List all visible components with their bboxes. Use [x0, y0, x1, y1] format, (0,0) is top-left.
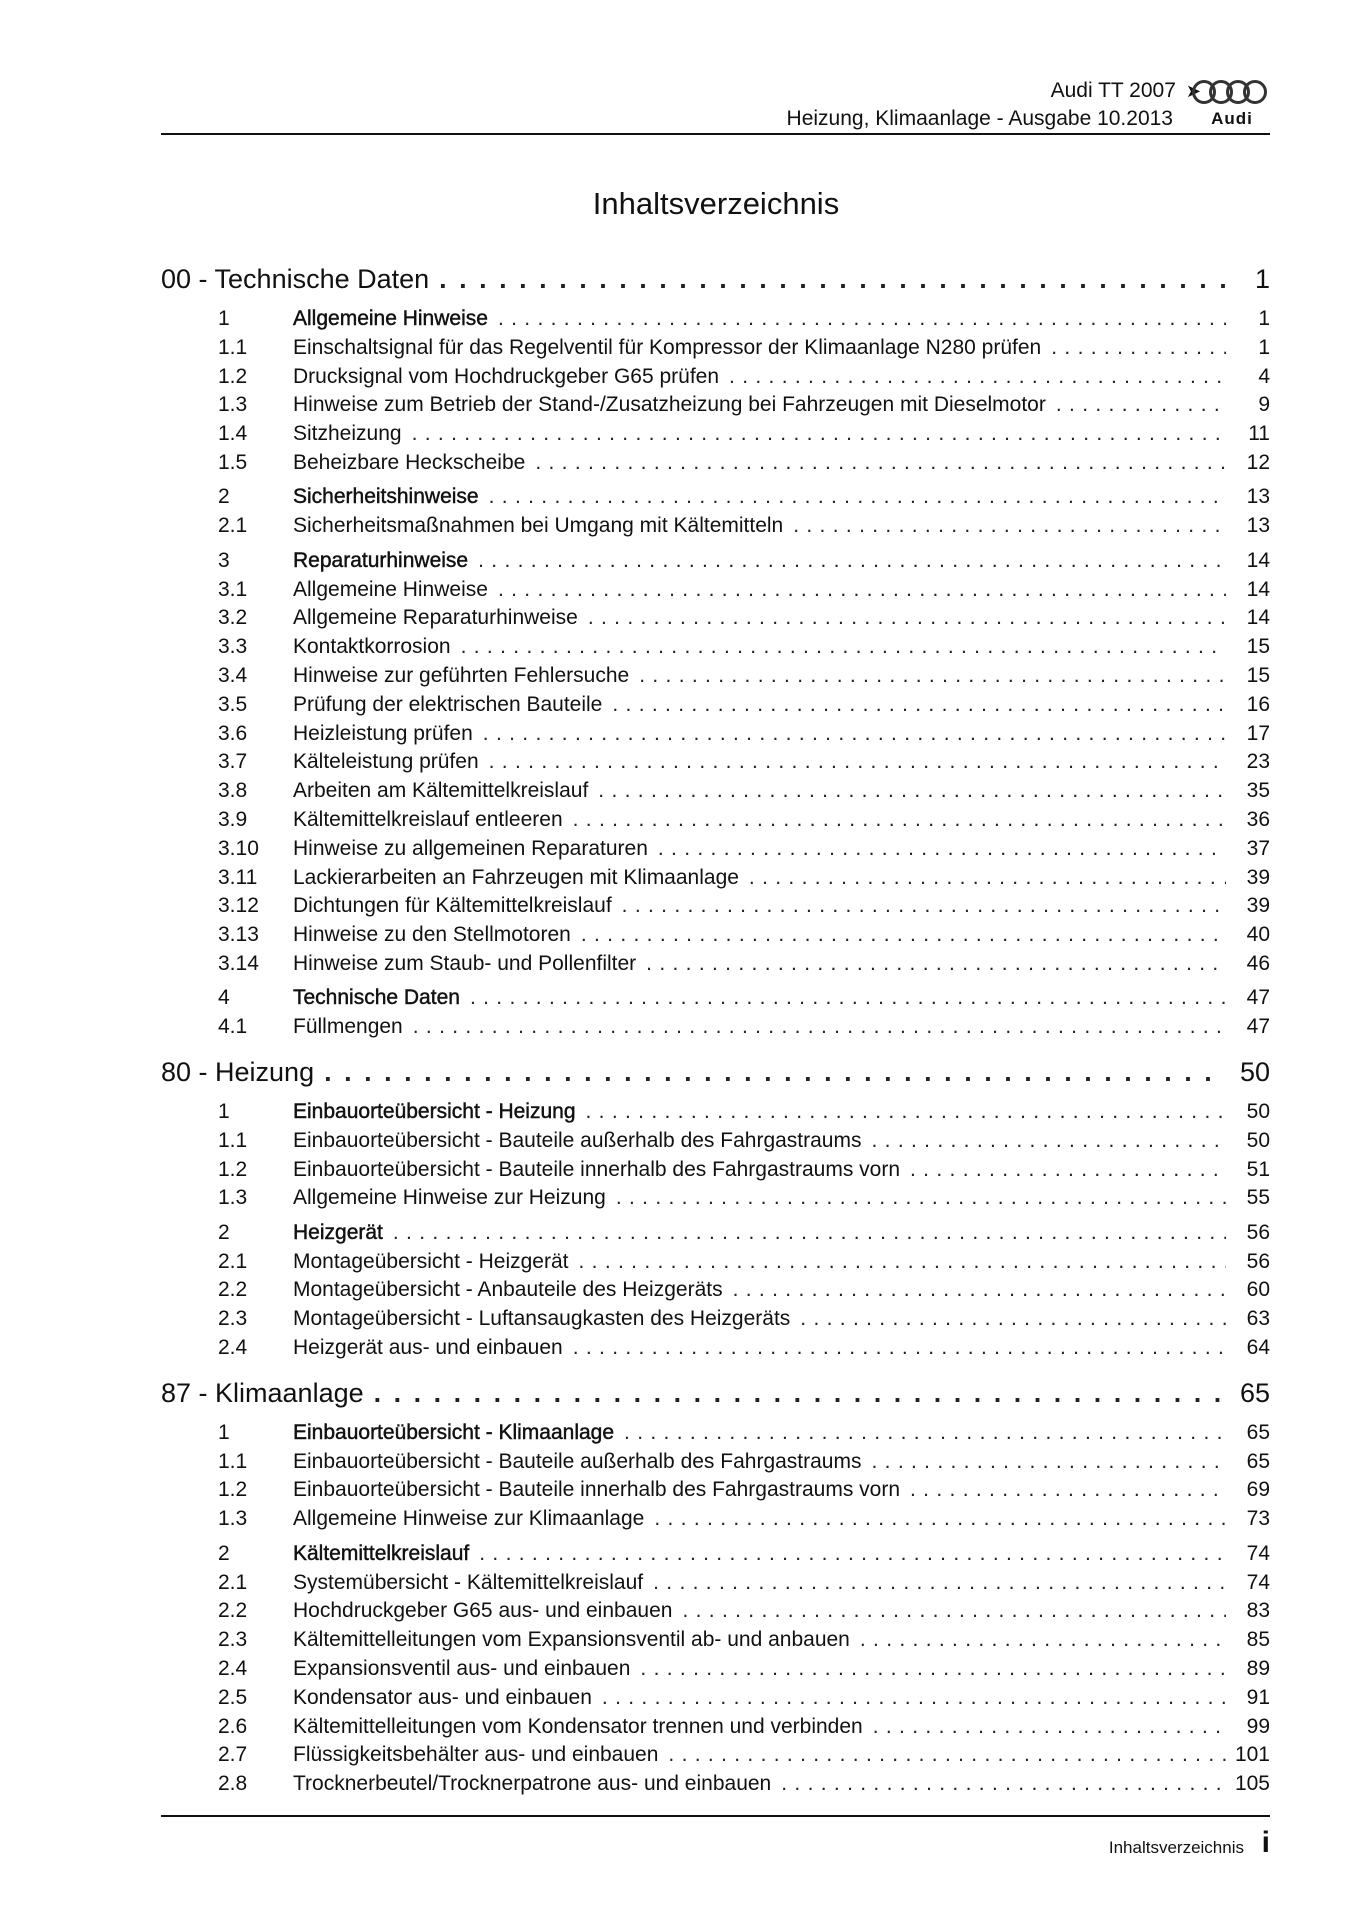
entry-number: 4.1 [218, 1015, 248, 1039]
dot-leader [479, 1542, 1226, 1566]
toc-entry[interactable] [161, 1129, 1270, 1158]
toc-entry[interactable] [161, 514, 1270, 543]
dot-leader [639, 664, 1226, 688]
dot-leader [602, 1686, 1226, 1710]
entry-page: 14 [1246, 606, 1270, 630]
toc-entry[interactable] [161, 1158, 1270, 1187]
toc-section[interactable] [161, 485, 1270, 514]
entry-page: 91 [1246, 1685, 1270, 1709]
toc-entry[interactable] [161, 336, 1270, 365]
entry-title: Heizgerät aus- und einbauen [293, 1336, 563, 1360]
dot-leader [873, 1715, 1226, 1739]
entry-number: 3.9 [218, 807, 248, 831]
entry-title: Allgemeine Hinweise zur Klimaanlage [293, 1507, 645, 1531]
entry-number: 3.1 [218, 577, 248, 601]
toc-entry[interactable] [161, 1478, 1270, 1507]
toc-entry[interactable] [161, 1186, 1270, 1215]
toc-chapter[interactable] [161, 1378, 1270, 1414]
dot-leader [910, 1158, 1226, 1182]
dot-leader [498, 578, 1226, 602]
toc-entry[interactable] [161, 722, 1270, 751]
dot-leader [749, 866, 1226, 890]
toc-entry[interactable] [161, 1336, 1270, 1365]
toc-section[interactable] [161, 986, 1270, 1015]
dot-leader [412, 422, 1226, 446]
entry-page: 65 [1246, 1449, 1270, 1473]
entry-number: 3.7 [218, 750, 248, 774]
page-title: Inhaltsverzeichnis [592, 186, 840, 221]
dot-leader [470, 986, 1226, 1010]
dot-leader [374, 1378, 1226, 1409]
dot-leader [413, 1015, 1226, 1039]
toc-section[interactable] [161, 1221, 1270, 1250]
toc-chapter[interactable] [161, 264, 1270, 300]
toc-section[interactable] [161, 1421, 1270, 1450]
entry-page: 14 [1246, 577, 1270, 601]
entry-number: 2 [218, 485, 230, 509]
entry-title: Allgemeine Reparaturhinweise [293, 606, 578, 630]
entry-page: 101 [1234, 1743, 1270, 1767]
toc-entry[interactable] [161, 808, 1270, 837]
entry-title: Einbauorteübersicht - Bauteile außerhalb des Fahrgastraums [293, 1128, 862, 1152]
entry-number: 3.8 [218, 779, 248, 803]
dot-leader [535, 451, 1226, 475]
entry-number: 3.5 [218, 692, 248, 716]
entry-number: 3.14 [218, 951, 259, 975]
chapter-page: 1 [1254, 264, 1270, 294]
entry-page: 56 [1246, 1249, 1270, 1273]
entry-title: Arbeiten am Kältemittelkreislauf [293, 779, 589, 803]
entry-page: 40 [1246, 923, 1270, 947]
arrow-right-icon: ➤ [1185, 81, 1201, 101]
entry-page: 12 [1246, 450, 1270, 474]
entry-number: 3.11 [218, 865, 258, 889]
dot-leader [483, 722, 1226, 746]
dot-leader [800, 1307, 1226, 1331]
entry-page: 50 [1246, 1128, 1270, 1152]
dot-leader [624, 1421, 1226, 1445]
entry-number: 2.3 [218, 1307, 248, 1331]
entry-number: 3.3 [218, 635, 248, 659]
toc-entry[interactable] [161, 1772, 1270, 1801]
entry-title: Kondensator aus- und einbauen [293, 1685, 592, 1709]
entry-number: 1.3 [218, 1186, 248, 1210]
toc-entry[interactable] [161, 1599, 1270, 1628]
toc-entry[interactable] [161, 635, 1270, 664]
toc-entry[interactable] [161, 1507, 1270, 1536]
header-subtitle: Heizung, Klimaanlage - Ausgabe 10.2013 [786, 107, 1173, 130]
entry-title: Expansionsventil aus- und einbauen [293, 1656, 631, 1680]
dot-leader [654, 1507, 1226, 1531]
entry-title: Hinweise zu den Stellmotoren [293, 923, 571, 947]
entry-number: 1.3 [218, 393, 248, 417]
entry-title: Kältemittelleitungen vom Expansionsventil ab- und anbauen [293, 1628, 850, 1652]
entry-page: 55 [1246, 1186, 1270, 1210]
dot-leader [668, 1743, 1226, 1767]
page-number: i [1261, 1826, 1270, 1859]
entry-page: 35 [1246, 779, 1270, 803]
entry-title: Montageübersicht - Heizgerät [293, 1249, 569, 1273]
toc-entry[interactable] [161, 779, 1270, 808]
header-model [1051, 78, 1201, 104]
entry-number: 3 [218, 548, 230, 572]
entry-number: 2.1 [218, 1570, 248, 1594]
dot-leader [393, 1221, 1226, 1245]
entry-number: 2.1 [218, 1249, 248, 1273]
dot-leader [871, 1129, 1226, 1153]
audi-rings-icon [1192, 80, 1272, 108]
header-divider [161, 133, 1270, 135]
toc-entry[interactable] [161, 578, 1270, 607]
entry-number: 1 [218, 307, 230, 330]
toc-entry[interactable] [161, 693, 1270, 722]
toc-entry[interactable] [161, 750, 1270, 779]
entry-number: 3.13 [218, 923, 259, 947]
entry-number: 1.1 [218, 1128, 248, 1152]
entry-page: 4 [1258, 364, 1270, 388]
entry-title: Hinweise zur geführten Fehlersuche [293, 663, 630, 687]
dot-leader [498, 307, 1226, 331]
entry-number: 2.4 [218, 1656, 248, 1680]
chapter-title: 80 - Heizung [161, 1056, 315, 1087]
entry-number: 3.12 [218, 894, 259, 918]
entry-title: Sitzheizung [293, 422, 402, 446]
dot-leader [598, 779, 1226, 803]
entry-page: 64 [1246, 1336, 1270, 1360]
toc-entry[interactable] [161, 1015, 1270, 1044]
entry-page: 39 [1246, 865, 1270, 889]
entry-page: 15 [1246, 663, 1270, 687]
dot-leader [573, 808, 1226, 832]
toc-entry[interactable] [161, 1307, 1270, 1336]
entry-title: Kältemittelkreislauf [293, 1541, 470, 1565]
toc-entry[interactable] [161, 1450, 1270, 1479]
chapter-title: 87 - Klimaanlage [161, 1377, 364, 1408]
entry-page: 14 [1246, 548, 1270, 572]
dot-leader [478, 549, 1226, 573]
entry-title: Sicherheitshinweise [293, 485, 479, 509]
entry-page: 23 [1246, 750, 1270, 774]
dot-leader [910, 1478, 1226, 1502]
dot-leader [578, 1250, 1226, 1274]
entry-page: 47 [1246, 986, 1270, 1010]
entry-number: 3.2 [218, 606, 248, 630]
entry-title: Hinweise zum Betrieb der Stand-/Zusatzheizung bei Fahrzeugen mit Dieselmotor [293, 393, 1046, 417]
table-of-contents [161, 264, 1270, 1801]
entry-title: Kontaktkorrosion [293, 635, 451, 659]
toc-entry[interactable] [161, 837, 1270, 866]
dot-leader [682, 1599, 1226, 1623]
entry-number: 1.1 [218, 335, 248, 359]
toc-entry[interactable] [161, 1686, 1270, 1715]
entry-title: Sicherheitsmaßnahmen bei Umgang mit Kältemitteln [293, 514, 784, 538]
toc-entry[interactable] [161, 451, 1270, 480]
toc-entry[interactable] [161, 952, 1270, 981]
entry-page: 60 [1246, 1278, 1270, 1302]
entry-number: 2.4 [218, 1336, 248, 1360]
entry-page: 36 [1246, 807, 1270, 831]
entry-page: 13 [1246, 485, 1270, 509]
toc-entry[interactable] [161, 606, 1270, 635]
toc-entry[interactable] [161, 664, 1270, 693]
entry-page: 1 [1258, 335, 1270, 359]
toc-section[interactable] [161, 307, 1270, 336]
entry-page: 69 [1246, 1478, 1270, 1502]
entry-title: Allgemeine Hinweise [293, 307, 488, 330]
toc-section[interactable] [161, 1542, 1270, 1571]
dot-leader [860, 1628, 1226, 1652]
entry-title: Einbauorteübersicht - Bauteile außerhalb des Fahrgastraums [293, 1449, 862, 1473]
entry-title: Hinweise zum Staub- und Pollenfilter [293, 951, 637, 975]
entry-number: 1.4 [218, 422, 248, 446]
entry-page: 17 [1246, 721, 1270, 745]
entry-page: 89 [1246, 1656, 1270, 1680]
entry-title: Füllmengen [293, 1015, 403, 1039]
toc-section[interactable] [161, 549, 1270, 578]
toc-chapter[interactable] [161, 1057, 1270, 1093]
entry-page: 74 [1246, 1570, 1270, 1594]
entry-title: Technische Daten [293, 986, 460, 1010]
dot-leader [573, 1336, 1226, 1360]
entry-page: 83 [1246, 1599, 1270, 1623]
dot-leader [646, 952, 1226, 976]
entry-number: 1.2 [218, 1157, 248, 1181]
dot-leader [658, 837, 1226, 861]
dot-leader [616, 1186, 1226, 1210]
entry-number: 1.3 [218, 1507, 248, 1531]
entry-title: Montageübersicht - Luftansaugkasten des Heizgeräts [293, 1307, 791, 1331]
dot-leader [489, 485, 1226, 509]
entry-page: 99 [1246, 1714, 1270, 1738]
dot-leader [324, 1057, 1226, 1088]
entry-number: 1.2 [218, 1478, 248, 1502]
entry-page: 13 [1246, 514, 1270, 538]
entry-page: 51 [1246, 1157, 1270, 1181]
entry-title: Beheizbare Heckscheibe [293, 450, 526, 474]
dot-leader [588, 606, 1226, 630]
dot-leader [586, 1100, 1227, 1124]
entry-number: 1 [218, 1099, 230, 1123]
entry-page: 9 [1258, 393, 1270, 417]
entry-number: 1.5 [218, 450, 248, 474]
toc-entry[interactable] [161, 1278, 1270, 1307]
toc-entry[interactable] [161, 866, 1270, 895]
entry-page: 74 [1246, 1541, 1270, 1565]
dot-leader [622, 894, 1226, 918]
entry-number: 3.6 [218, 721, 248, 745]
entry-title: Einbauorteübersicht - Heizung [293, 1099, 576, 1123]
entry-title: Dichtungen für Kältemittelkreislauf [293, 894, 612, 918]
entry-page: 56 [1246, 1220, 1270, 1244]
entry-page: 1 [1258, 307, 1270, 330]
entry-title: Systemübersicht - Kältemittelkreislauf [293, 1570, 644, 1594]
entry-title: Reparaturhinweise [293, 548, 469, 572]
dot-leader [793, 514, 1226, 538]
entry-page: 37 [1246, 836, 1270, 860]
entry-title: Montageübersicht - Anbauteile des Heizgeräts [293, 1278, 723, 1302]
entry-number: 1.1 [218, 1449, 248, 1473]
entry-title: Einbauorteübersicht - Klimaanlage [293, 1420, 615, 1444]
entry-number: 1 [218, 1420, 230, 1444]
toc-entry[interactable] [161, 393, 1270, 422]
toc-entry[interactable] [161, 1743, 1270, 1772]
toc-entry[interactable] [161, 422, 1270, 451]
toc-entry[interactable] [161, 1571, 1270, 1600]
entry-page: 46 [1246, 951, 1270, 975]
entry-number: 1.2 [218, 364, 248, 388]
dot-leader [581, 923, 1226, 947]
entry-title: Einschaltsignal für das Regelventil für Kompressor der Klimaanlage N280 prüfen [293, 335, 1042, 359]
entry-page: 73 [1246, 1507, 1270, 1531]
entry-title: Flüssigkeitsbehälter aus- und einbauen [293, 1743, 659, 1767]
entry-number: 3.10 [218, 836, 259, 860]
chapter-page: 65 [1239, 1377, 1270, 1408]
entry-title: Einbauorteübersicht - Bauteile innerhalb des Fahrgastraums vorn [293, 1157, 901, 1181]
entry-title: Heizgerät [293, 1220, 383, 1244]
toc-entry[interactable] [161, 1250, 1270, 1279]
chapter-page: 50 [1239, 1056, 1270, 1087]
toc-entry[interactable] [161, 923, 1270, 952]
entry-title: Hochdruckgeber G65 aus- und einbauen [293, 1599, 673, 1623]
dot-leader [729, 365, 1226, 389]
dot-leader [1051, 336, 1226, 360]
dot-leader [653, 1571, 1226, 1595]
toc-section[interactable] [161, 1100, 1270, 1129]
entry-number: 2.3 [218, 1628, 248, 1652]
entry-title: Allgemeine Hinweise [293, 577, 488, 601]
entry-title: Einbauorteübersicht - Bauteile innerhalb des Fahrgastraums vorn [293, 1478, 901, 1502]
entry-page: 11 [1248, 422, 1270, 446]
entry-title: Prüfung der elektrischen Bauteile [293, 692, 603, 716]
entry-number: 2 [218, 1541, 230, 1565]
entry-title: Kältemittelkreislauf entleeren [293, 807, 563, 831]
audi-wordmark: Audi [1211, 109, 1253, 128]
dot-leader [1056, 393, 1226, 417]
entry-title: Kälteleistung prüfen [293, 750, 479, 774]
dot-leader [461, 635, 1226, 659]
entry-page: 105 [1234, 1772, 1270, 1796]
entry-page: 15 [1246, 635, 1270, 659]
entry-page: 39 [1246, 894, 1270, 918]
toc-entry[interactable] [161, 365, 1270, 394]
model-label: Audi TT 2007 [1050, 79, 1176, 102]
dot-leader [781, 1772, 1226, 1796]
entry-number: 2.8 [218, 1772, 248, 1796]
footer-divider [161, 1815, 1270, 1817]
audi-logo [1192, 80, 1272, 129]
dot-leader [871, 1450, 1226, 1474]
entry-title: Drucksignal vom Hochdruckgeber G65 prüfen [293, 364, 720, 388]
entry-number: 2.6 [218, 1714, 248, 1738]
entry-title: Hinweise zu allgemeinen Reparaturen [293, 836, 648, 860]
entry-page: 63 [1246, 1307, 1270, 1331]
dot-leader [439, 264, 1226, 295]
toc-entry[interactable] [161, 1657, 1270, 1686]
entry-title: Lackierarbeiten an Fahrzeugen mit Klimaanlage [293, 865, 739, 889]
entry-title: Trocknerbeutel/Trocknerpatrone aus- und einbauen [293, 1772, 772, 1796]
entry-number: 2 [218, 1220, 230, 1244]
entry-number: 2.7 [218, 1743, 248, 1767]
toc-entry[interactable] [161, 1628, 1270, 1657]
entry-page: 50 [1246, 1099, 1270, 1123]
entry-number: 2.2 [218, 1278, 248, 1302]
entry-page: 85 [1246, 1628, 1270, 1652]
chapter-title: 00 - Technische Daten [161, 264, 430, 294]
entry-number: 2.1 [218, 514, 248, 538]
dot-leader [612, 693, 1226, 717]
entry-number: 3.4 [218, 663, 248, 687]
entry-page: 47 [1246, 1015, 1270, 1039]
toc-entry[interactable] [161, 1715, 1270, 1744]
entry-number: 2.2 [218, 1599, 248, 1623]
dot-leader [489, 750, 1226, 774]
entry-title: Kältemittelleitungen vom Kondensator trennen und verbinden [293, 1714, 863, 1738]
entry-number: 2.5 [218, 1685, 248, 1709]
entry-page: 16 [1246, 692, 1270, 716]
toc-entry[interactable] [161, 894, 1270, 923]
dot-leader [733, 1278, 1226, 1302]
entry-title: Heizleistung prüfen [293, 721, 473, 745]
entry-title: Allgemeine Hinweise zur Heizung [293, 1186, 606, 1210]
entry-number: 4 [218, 986, 230, 1010]
footer-label: Inhaltsverzeichnis [1108, 1838, 1244, 1857]
entry-page: 65 [1246, 1420, 1270, 1444]
dot-leader [640, 1657, 1226, 1681]
